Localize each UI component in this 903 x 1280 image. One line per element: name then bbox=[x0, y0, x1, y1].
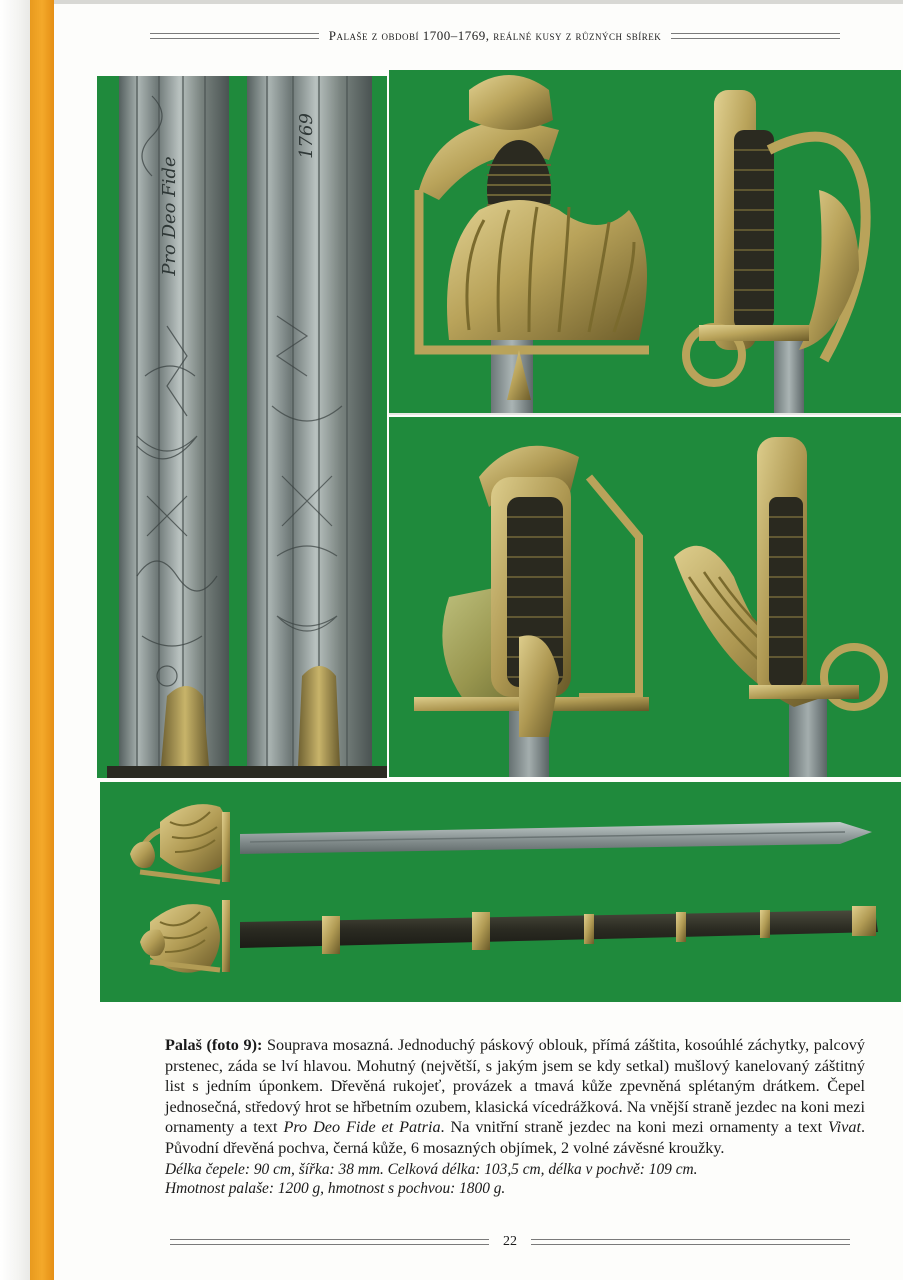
caption-lead: Palaš (foto 9): bbox=[165, 1036, 263, 1054]
header-rule-left bbox=[150, 33, 319, 39]
header-rule-right bbox=[671, 33, 840, 39]
caption-dimensions bbox=[165, 1160, 865, 1199]
figure-hilt-inner bbox=[389, 417, 901, 777]
engraved-blades-image bbox=[97, 76, 387, 778]
running-header bbox=[150, 26, 840, 46]
left-blade-inscription: Pro Deo Fide bbox=[159, 156, 180, 276]
caption-text-2: . Na vnitřní straně jezdec na koni mezi ornamenty a text bbox=[440, 1118, 828, 1137]
caption-vivat: Vivat bbox=[828, 1118, 861, 1137]
footer-rule-left bbox=[170, 1239, 489, 1245]
caption-motto: Pro Deo Fide et Patria bbox=[283, 1118, 441, 1137]
page-number: 22 bbox=[503, 1234, 517, 1249]
footer-rule-right bbox=[531, 1239, 850, 1245]
top-edge bbox=[54, 0, 903, 4]
caption-dims-line-1: Délka čepele: 90 cm, šířka: 38 mm. Celková délka: 103,5 cm, délka v pochvě: 109 cm. bbox=[165, 1160, 698, 1178]
page-footer bbox=[170, 1232, 850, 1252]
sword-and-scabbard-image bbox=[100, 782, 901, 1002]
caption-body bbox=[165, 1035, 865, 1159]
left-blade bbox=[119, 76, 229, 766]
hilt-inner-image bbox=[389, 417, 901, 777]
right-blade-inscription: 1769 bbox=[296, 113, 317, 159]
page-edge bbox=[0, 0, 30, 1280]
caption-text-1: Souprava mosazná. Jednoduchý páskový oblouk, přímá záštita, kosoúhlé záchytky, palcový prstenec, záda se lví hlavou. Mohutný (největší, s jakým jsem se kdy setkal) mušlový kanelovaný záštitný list s jedním úponkem. Dřevěná rukojeť, provázek a tmavá kůže zpevněná splétaným drátkem. Čepel jednosečná, středový hrot se hřbetním ozubem, klasická vícedrážková. Na vnější straně jezdec na koni mezi ornamenty a text bbox=[165, 1036, 865, 1137]
book-binding-strip bbox=[30, 0, 54, 1280]
header-title: Palaše z období 1700–1769, reálné kusy z různých sbírek bbox=[328, 28, 662, 43]
figure-hilt-front bbox=[389, 70, 901, 415]
figure-full-sword bbox=[100, 782, 901, 1002]
right-blade bbox=[247, 76, 372, 766]
figure-engraved-blades bbox=[97, 76, 387, 778]
caption-text-3: . Původní dřevěná pochva, černá kůže, 6 mosazných objímek, 2 volné závěsné kroužky. bbox=[165, 1118, 866, 1157]
figure-caption bbox=[165, 1035, 865, 1199]
caption-dims-line-2: Hmotnost palaše: 1200 g, hmotnost s pochvou: 1800 g. bbox=[165, 1180, 506, 1198]
hilt-front-image bbox=[389, 70, 901, 415]
